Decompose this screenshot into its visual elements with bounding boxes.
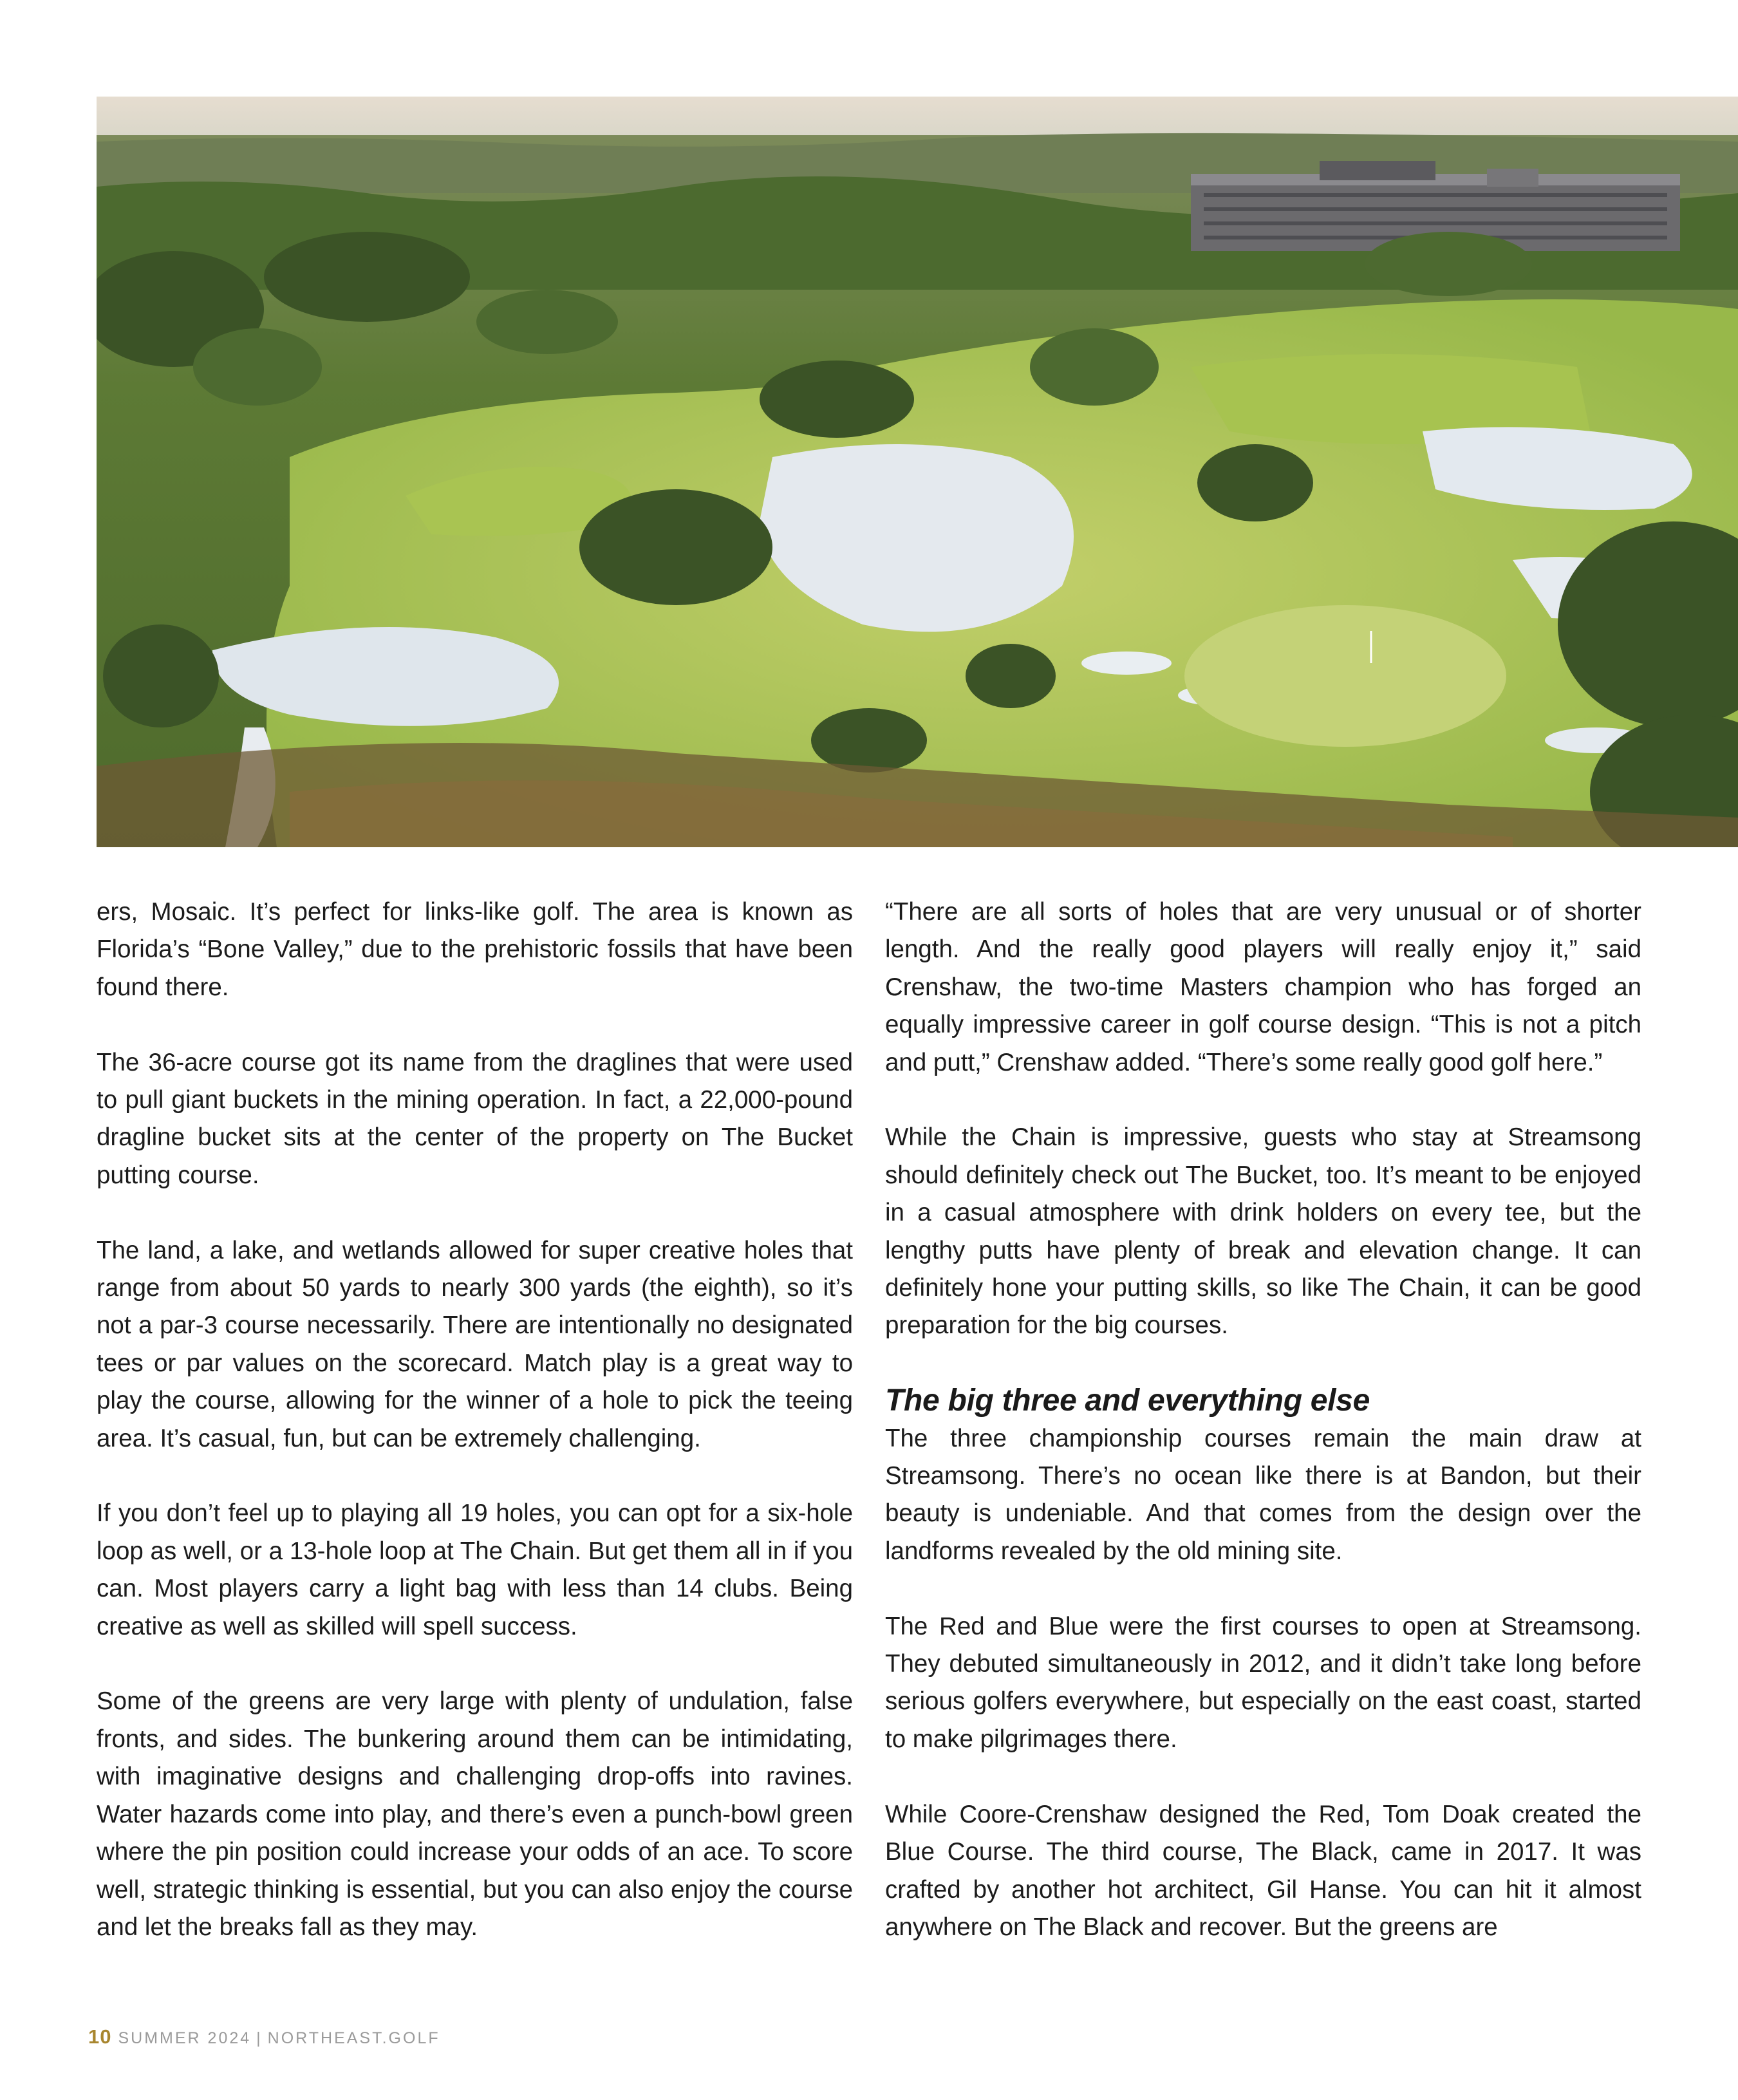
left-text-column bbox=[97, 894, 853, 1984]
site-name: NORTHEAST.GOLF bbox=[267, 2029, 440, 2047]
photo-illustration bbox=[97, 97, 1738, 847]
paragraph: The 36-acre course got its name from the draglines that were used to pull giant buckets in the mining operation. In fact, a 22,000-pound dragline bucket sits at the center of the property on The Bucket putting course. bbox=[97, 1048, 853, 1189]
paragraph: While Coore-Crenshaw designed the Red, Tom Doak created the Blue Course. The third course, The Black, came in 2017. It was crafted by another hot architect, Gil Hanse. You can hit it almost anywhere on The Black and recover. But the greens are bbox=[885, 1800, 1641, 1941]
paragraph: ers, Mosaic. It’s perfect for links-like golf. The area is known as Florida’s “Bone Valley,” due to the prehistoric fossils that have been found there. bbox=[97, 898, 853, 1001]
section-heading: The big three and everything else bbox=[885, 1383, 1370, 1418]
page-footer bbox=[88, 2025, 440, 2048]
paragraph: The land, a lake, and wetlands allowed for super creative holes that range from about 50 yards to nearly 300 yards (the eighth), so it’s not a par-3 course necessarily. There are intentionally no designated tees or par values on the scorecard. Match play is a great way to play the course, allowing for the winner of a hole to pick the teeing area. It’s casual, fun, but can be extremely challenging. bbox=[97, 1236, 853, 1452]
paragraph: “There are all sorts of holes that are very unusual or of shorter length. And the really good players will really enjoy it,” said Crenshaw, the two-time Masters champion who has forged an equally impressive career in golf course design. “This is not a pitch and putt,” Crenshaw added. “There’s some really good golf here.” bbox=[885, 898, 1641, 1076]
footer-separator: | bbox=[256, 2029, 263, 2047]
paragraph: The Red and Blue were the first courses to open at Streamsong. They debuted simultaneously in 2012, and it didn’t take long before serious golfers everywhere, but especially on the east coast, started to make pilgrimages there. bbox=[885, 1612, 1641, 1753]
paragraph: The three championship courses remain the main draw at Streamsong. There’s no ocean like there is at Bandon, but their beauty is undeniable. And that comes from the design over the landforms revealed by the old mining site. bbox=[885, 1424, 1641, 1565]
paragraph: Some of the greens are very large with plenty of undulation, false fronts, and sides. The bunkering around them can be intimidating, with imaginative designs and challenging drop-offs into ravines. Water hazards come into play, and there’s even a punch-bowl green where the pin position could increase your odds of an ace. To score well, strategic thinking is essential, but you can also enjoy the course and let the breaks fall as they may. bbox=[97, 1687, 853, 1941]
paragraph: If you don’t feel up to playing all 19 holes, you can opt for a six-hole loop as well, or a 13-hole loop at The Chain. But get them all in if you can. Most players carry a light bag with less than 14 clubs. Being creative as well as skilled will spell success. bbox=[97, 1499, 853, 1640]
paragraph: While the Chain is impressive, guests who stay at Streamsong should definitely check out The Bucket, too. It’s meant to be enjoyed in a casual atmosphere with drink holders on every tee, but the lengthy putts have plenty of break and elevation change. It can definitely hone your putting skills, so like The Chain, it can be good preparation for the big courses. bbox=[885, 1123, 1641, 1340]
right-text-column bbox=[885, 894, 1641, 1984]
issue-label: SUMMER 2024 bbox=[118, 2029, 252, 2047]
page-number: 10 bbox=[88, 2025, 112, 2048]
golf-course-aerial-photo bbox=[97, 97, 1738, 847]
